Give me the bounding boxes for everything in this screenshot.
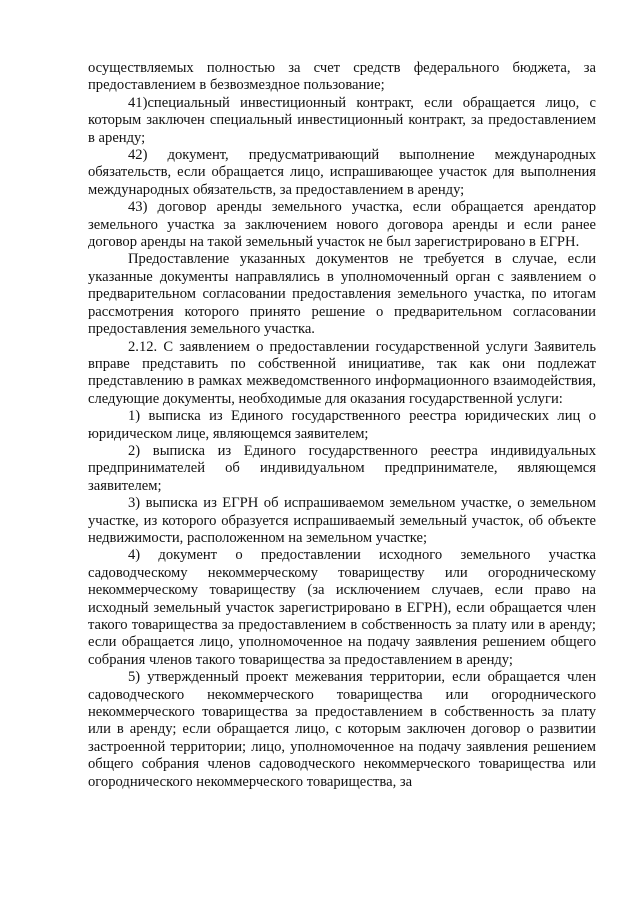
paragraph-list-item-2: 2) выписка из Единого государственного реестра индивидуальных предпринимателей об индивидуальном предпринимателе, являющемся заявителем; xyxy=(88,442,596,494)
paragraph-budget-continuation: осуществляемых полностью за счет средств федерального бюджета, за предоставлением в безвозмездное пользование; xyxy=(88,60,596,94)
document-page xyxy=(88,60,596,791)
paragraph-list-item-5: 5) утвержденный проект межевания территории, если обращается член садоводческого некоммерческого товарищества или огороднического некоммерческого товарищества за предоставлением в собственность за плату или в аренду; если обращается лицо, с которым заключен договор о развитии застроенной территории; лицо, уполномоченное на подачу заявления решением общего собрания членов садоводческого некоммерческого товарищества или огороднического некоммерческого товарищества, за xyxy=(88,669,596,790)
paragraph-documents-not-required: Предоставление указанных документов не требуется в случае, если указанные документы направлялись в уполномоченный орган с заявлением о предварительном согласовании предоставления земельного участка, по итогам рассмотрения которого принято решение о предварительном согласовании предоставления земельного участка. xyxy=(88,251,596,338)
paragraph-list-item-3: 3) выписка из ЕГРН об испрашиваемом земельном участке, о земельном участке, из которого образуется испрашиваемый земельный участок, об объекте недвижимости, расположенном на земельном участке; xyxy=(88,495,596,546)
paragraph-item-42: 42) документ, предусматривающий выполнение международных обязательств, если обращается лицо, испрашивающее участок для выполнения международных обязательств, за предоставлением в аренду; xyxy=(88,147,596,198)
paragraph-section-2-12: 2.12. С заявлением о предоставлении государственной услуги Заявитель вправе представить по собственной инициативе, так как они подлежат представлению в рамках межведомственного информационного взаимодействия, следующие документы, необходимые для оказания государственной услуги: xyxy=(88,338,596,407)
paragraph-list-item-4: 4) документ о предоставлении исходного земельного участка садоводческому некоммерческому товариществу или огородническому некоммерческому товариществу (за исключением случаев, если право на исходный земельный участок зарегистрировано в ЕГРН), если обращается член такого товарищества за предоставлением в собственность за плату или в аренду; если обращается лицо, уполномоченное на подачу заявления решением общего собрания членов такого товарищества за предоставлением в аренду; xyxy=(88,547,596,668)
paragraph-item-43: 43) договор аренды земельного участка, если обращается арендатор земельного участка за заключением нового договора аренды и если ранее договор аренды на такой земельный участок не был зарегистрировано в ЕГРН. xyxy=(88,199,596,251)
paragraph-list-item-1: 1) выписка из Единого государственного реестра юридических лиц о юридическом лице, являющемся заявителем; xyxy=(88,408,596,442)
paragraph-item-41: 41)специальный инвестиционный контракт, если обращается лицо, с которым заключен специальный инвестиционный контракт, за предоставлением в аренду; xyxy=(88,94,596,146)
